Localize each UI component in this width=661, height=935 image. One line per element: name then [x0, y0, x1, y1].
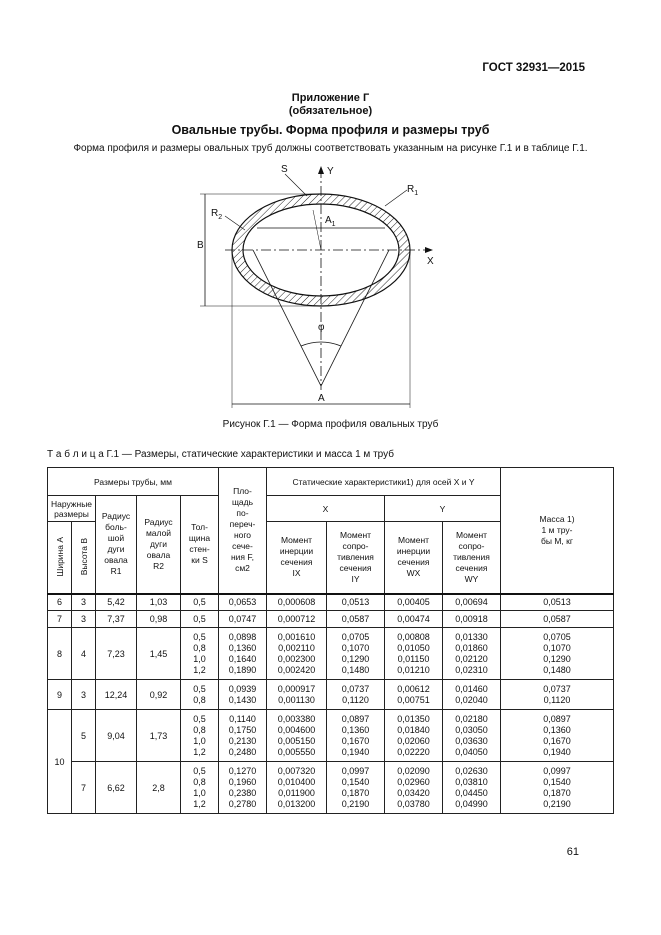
header-radius-big [96, 496, 137, 594]
header-line: сечения [339, 562, 372, 573]
cell-value: 0,000712 [277, 613, 316, 624]
table-cell [181, 594, 219, 611]
table-cell: 4 [72, 628, 96, 680]
cell-value: 0,1360 [543, 724, 571, 735]
cell-value: 0,5 [193, 683, 206, 694]
cell-value: 0,2190 [341, 798, 370, 809]
label-a: A [318, 393, 325, 404]
table-cell: 9 [48, 680, 72, 710]
cell-value: 0,0705 [341, 631, 370, 642]
cell-value: 0,5 [193, 631, 206, 642]
table-cell [443, 611, 501, 628]
table-cell [501, 594, 614, 611]
table-cell [181, 611, 219, 628]
cell-value: 0,1640 [228, 653, 257, 664]
cell-value: 0,0898 [228, 631, 257, 642]
header-thickness [181, 496, 219, 594]
cell-value: 0,2130 [228, 735, 257, 746]
label-x: X [427, 256, 434, 267]
table-cell: 0,92 [137, 680, 181, 710]
cell-value: 0,1480 [341, 664, 370, 675]
table-cell [327, 710, 385, 762]
cell-value: 0,004600 [277, 724, 316, 735]
table-title: Т а б л и ц а Г.1 — Размеры, статические характеристики и масса 1 м труб [47, 449, 394, 460]
header-line: тивления [337, 551, 374, 562]
cell-value: 1,0 [193, 735, 206, 746]
table-cell: 7,23 [96, 628, 137, 680]
header-line: щина [188, 533, 211, 544]
table-cell [385, 710, 443, 762]
cell-value: 0,8 [193, 694, 206, 705]
header-line: щадь [231, 497, 254, 508]
standard-number: ГОСТ 32931—2015 [482, 62, 585, 74]
header-line: стен- [189, 544, 210, 555]
header-line: Пло- [233, 486, 252, 497]
cell-value: 0,002420 [277, 664, 316, 675]
cell-value: 0,1070 [543, 642, 571, 653]
cell-value: 0,01210 [397, 664, 430, 675]
cell-value: 0,0897 [341, 713, 370, 724]
cell-value: 0,5 [193, 596, 206, 607]
table-cell [501, 611, 614, 628]
cell-value: 0,01460 [455, 683, 488, 694]
cell-value: 0,1540 [543, 776, 571, 787]
cell-value: 0,1140 [229, 713, 256, 724]
oval-profile-figure [185, 158, 455, 418]
cell-value: 0,000608 [277, 596, 316, 607]
table-cell [385, 628, 443, 680]
table-cell [385, 594, 443, 611]
table-cell: 7 [72, 762, 96, 814]
header-line: ки S [191, 555, 208, 566]
cell-value: 0,2190 [543, 798, 571, 809]
cell-value: 0,01860 [455, 642, 488, 653]
cell-value: 0,0653 [228, 596, 257, 607]
cell-value: 0,0939 [228, 683, 257, 694]
header-outer-sizes: Наружные размеры [48, 496, 96, 522]
table-cell [327, 628, 385, 680]
label-y: Y [327, 166, 334, 177]
header-line: овала [146, 549, 171, 560]
cell-value: 0,1870 [543, 787, 571, 798]
header-static: Статические характеристики1) для осей X и Y [267, 468, 501, 496]
cell-value: 0,1940 [341, 746, 370, 757]
header-line: дуги [149, 538, 168, 549]
cell-value: 0,1120 [342, 694, 369, 705]
cell-value: 0,8 [193, 776, 206, 787]
cell-value: 0,0897 [543, 713, 571, 724]
header-line: инерции [396, 546, 431, 557]
header-line: Тол- [191, 522, 208, 533]
label-s: S [281, 164, 288, 175]
cell-value: 0,1750 [228, 724, 257, 735]
page-number: 61 [566, 846, 579, 858]
cell-value: 0,03810 [455, 776, 488, 787]
header-line: сечения [455, 562, 488, 573]
cell-value: 0,02060 [397, 735, 430, 746]
cell-value: 0,04050 [455, 746, 488, 757]
table-cell: 3 [72, 594, 96, 611]
table-row [48, 762, 614, 814]
intro-paragraph: Форма профиля и размеры овальных труб должны соответствовать указанным на рисунке Г.1 и в таблице Г.1. [73, 143, 588, 154]
cell-value: 0,0513 [341, 596, 370, 607]
cell-value: 0,1890 [228, 664, 257, 675]
table-cell [385, 762, 443, 814]
header-line: Радиус [101, 511, 131, 522]
cell-value: 0,1540 [341, 776, 370, 787]
table-cell [501, 680, 614, 710]
label-b: B [197, 240, 204, 251]
cell-value: 0,1960 [228, 776, 257, 787]
cell-value: 0,005150 [277, 735, 316, 746]
header-height-b: Высота B [72, 522, 96, 594]
table-cell: 5 [72, 710, 96, 762]
table-cell [267, 680, 327, 710]
cell-value: 1,0 [193, 653, 206, 664]
cell-value: 0,1670 [543, 735, 571, 746]
cell-value: 0,1870 [341, 787, 370, 798]
table-cell [267, 594, 327, 611]
header-line: переч- [229, 519, 256, 530]
cell-value: 0,5 [193, 613, 206, 624]
table-cell [327, 762, 385, 814]
header-width-a: Ширина A [48, 522, 72, 594]
table-row [48, 710, 614, 762]
pipes-table [47, 467, 614, 814]
cell-value: 0,02090 [397, 765, 430, 776]
table-cell [181, 762, 219, 814]
cell-value: 0,02040 [455, 694, 488, 705]
cell-value: 0,011900 [278, 787, 315, 798]
cell-value: 0,005550 [277, 746, 316, 757]
table-cell [219, 594, 267, 611]
cell-value: 0,01330 [455, 631, 488, 642]
appendix-heading [0, 92, 661, 118]
cell-value: 0,00694 [455, 596, 488, 607]
table-cell: 2,8 [137, 762, 181, 814]
cell-value: 0,5 [193, 765, 206, 776]
header-line: IX [292, 568, 301, 579]
header-axis-y: Y [385, 496, 501, 522]
cell-value: 0,00751 [397, 694, 430, 705]
cell-value: 0,00918 [455, 613, 488, 624]
cell-value: 0,1430 [228, 694, 257, 705]
table-row [48, 680, 614, 710]
table-cell [219, 680, 267, 710]
figure-caption: Рисунок Г.1 — Форма профиля овальных труб [222, 419, 439, 430]
table-row [48, 611, 614, 628]
cell-value: 0,1940 [543, 746, 571, 757]
cell-value: 0,02630 [455, 765, 488, 776]
header-line: см2 [235, 563, 250, 574]
appendix-status: (обязательное) [288, 105, 373, 117]
table-cell [267, 611, 327, 628]
header-line: овала [104, 555, 128, 566]
header-line: Радиус [144, 516, 173, 527]
cell-value: 0,2780 [228, 798, 257, 809]
table-cell: 3 [72, 611, 96, 628]
header-radius-small [137, 496, 181, 594]
header-pipe-sizes: Размеры трубы, мм [48, 468, 219, 496]
cell-value: 0,2480 [228, 746, 257, 757]
table-cell: 7,37 [96, 611, 137, 628]
header-line: Момент [455, 529, 488, 540]
cell-value: 0,1360 [228, 642, 257, 653]
cell-value: 0,000917 [277, 683, 316, 694]
cell-value: 0,0747 [228, 613, 257, 624]
header-mass [501, 468, 614, 594]
header-line: Момент [397, 535, 430, 546]
table-cell [327, 594, 385, 611]
cell-value: 0,001610 [277, 631, 316, 642]
cell-value: 0,1290 [543, 653, 571, 664]
label-r2: $R_2$ [211, 208, 223, 221]
label-phi: φ [318, 322, 325, 333]
cell-value: 0,1480 [543, 664, 571, 675]
table-cell [219, 710, 267, 762]
cell-value: 0,1070 [341, 642, 370, 653]
table-cell [385, 680, 443, 710]
cell-value: 0,2380 [228, 787, 257, 798]
header-line: сечения [397, 557, 430, 568]
cell-value: 0,00405 [397, 596, 430, 607]
header-line: сече- [232, 541, 253, 552]
header-inertia-x [267, 522, 327, 594]
table-cell: 5,42 [96, 594, 137, 611]
header-line: тивления [453, 551, 490, 562]
header-line: WY [464, 573, 479, 584]
appendix-name: Приложение Г [291, 92, 370, 104]
table-cell [181, 680, 219, 710]
table-cell [443, 762, 501, 814]
cell-value: 0,003380 [277, 713, 316, 724]
table-cell: 6,62 [96, 762, 137, 814]
table-cell: 0,98 [137, 611, 181, 628]
cell-value: 0,1290 [341, 653, 370, 664]
table-row [48, 628, 614, 680]
cell-value: 0,1270 [228, 765, 257, 776]
table-cell: 8 [48, 628, 72, 680]
cell-value: 0,03780 [397, 798, 430, 809]
header-axis-x: X [267, 496, 385, 522]
header-line: сопро- [342, 540, 369, 551]
cell-value: 0,02960 [397, 776, 430, 787]
table-cell [219, 628, 267, 680]
header-resist-x [327, 522, 385, 594]
table-cell [267, 628, 327, 680]
table-cell [219, 762, 267, 814]
cell-value: 0,1670 [341, 735, 370, 746]
cell-value: 0,1120 [543, 694, 571, 705]
label-a1: $A_1$ [325, 215, 336, 228]
cell-value: 0,02310 [455, 664, 488, 675]
cell-value: 1,2 [193, 746, 206, 757]
cell-value: 0,0737 [341, 683, 370, 694]
cell-value: 1,0 [193, 787, 206, 798]
table-cell [443, 628, 501, 680]
table-cell: 7 [48, 611, 72, 628]
header-line: дуги [107, 544, 125, 555]
cell-value: 0,0587 [543, 613, 571, 624]
table-cell [267, 710, 327, 762]
header-line: R1 [110, 566, 122, 577]
label-r1: $R_1$ [407, 184, 419, 197]
table-cell [327, 611, 385, 628]
header-line: шой [107, 533, 125, 544]
table-cell [501, 762, 614, 814]
cell-value: 0,00808 [397, 631, 430, 642]
table-cell [443, 594, 501, 611]
header-line: Момент [280, 535, 313, 546]
header-line: бы M, кг [541, 535, 573, 546]
table-cell [385, 611, 443, 628]
table-cell [219, 611, 267, 628]
cell-value: 0,002110 [278, 642, 315, 653]
table-cell: 3 [72, 680, 96, 710]
table-cell: 9,04 [96, 710, 137, 762]
table-cell: 1,03 [137, 594, 181, 611]
header-line: инерции [279, 546, 314, 557]
header-line: IY [351, 573, 360, 584]
header-line: Масса 1) [539, 513, 575, 524]
cell-value: 0,1360 [341, 724, 370, 735]
cell-value: 0,0513 [543, 596, 571, 607]
cell-value: 0,03420 [397, 787, 430, 798]
cell-value: 0,03050 [455, 724, 488, 735]
table-cell: 6 [48, 594, 72, 611]
table-cell: 10 [48, 710, 72, 814]
cell-value: 0,02120 [455, 653, 488, 664]
table-cell [181, 710, 219, 762]
header-line: ния F, [230, 552, 255, 563]
cell-value: 0,01840 [397, 724, 430, 735]
header-line: R2 [153, 560, 164, 571]
section-title: Овальные трубы. Форма профиля и размеры труб [171, 123, 490, 137]
cell-value: 0,013200 [277, 798, 316, 809]
cell-value: 0,04450 [455, 787, 488, 798]
header-line: по- [236, 508, 249, 519]
cell-value: 0,8 [193, 642, 206, 653]
header-line: малой [145, 527, 172, 538]
cell-value: 0,00474 [397, 613, 430, 624]
header-line: боль- [105, 522, 127, 533]
table-row [48, 594, 614, 611]
cell-value: 0,0737 [543, 683, 571, 694]
cell-value: 0,0705 [543, 631, 571, 642]
header-line: сопро- [458, 540, 485, 551]
header-line: Момент [339, 529, 372, 540]
header-line: WX [406, 568, 421, 579]
cell-value: 1,2 [193, 798, 206, 809]
cell-value: 0,010400 [277, 776, 316, 787]
header-line: ного [233, 530, 252, 541]
table-cell: 1,73 [137, 710, 181, 762]
table-cell [501, 710, 614, 762]
cell-value: 1,2 [193, 664, 206, 675]
cell-value: 0,0997 [341, 765, 370, 776]
cell-value: 0,0997 [543, 765, 571, 776]
cell-value: 0,02180 [455, 713, 488, 724]
header-inertia-y [385, 522, 443, 594]
table-cell: 12,24 [96, 680, 137, 710]
table-cell [501, 628, 614, 680]
header-line: сечения [280, 557, 313, 568]
table-cell: 1,45 [137, 628, 181, 680]
header-area [219, 468, 267, 594]
header-resist-y [443, 522, 501, 594]
cell-value: 0,01050 [397, 642, 430, 653]
table-cell [181, 628, 219, 680]
cell-value: 0,001130 [278, 694, 315, 705]
cell-value: 0,02220 [397, 746, 430, 757]
cell-value: 0,007320 [277, 765, 316, 776]
cell-value: 0,00612 [397, 683, 430, 694]
cell-value: 0,04990 [455, 798, 488, 809]
cell-value: 0,01350 [397, 713, 430, 724]
cell-value: 0,002300 [277, 653, 316, 664]
cell-value: 0,0587 [341, 613, 370, 624]
table-cell [443, 680, 501, 710]
table-cell [267, 762, 327, 814]
table-cell [443, 710, 501, 762]
header-line: 1 м тру- [541, 524, 573, 535]
cell-value: 0,01150 [397, 653, 430, 664]
table-cell [327, 680, 385, 710]
cell-value: 0,03630 [455, 735, 488, 746]
cell-value: 0,5 [193, 713, 206, 724]
cell-value: 0,8 [193, 724, 206, 735]
